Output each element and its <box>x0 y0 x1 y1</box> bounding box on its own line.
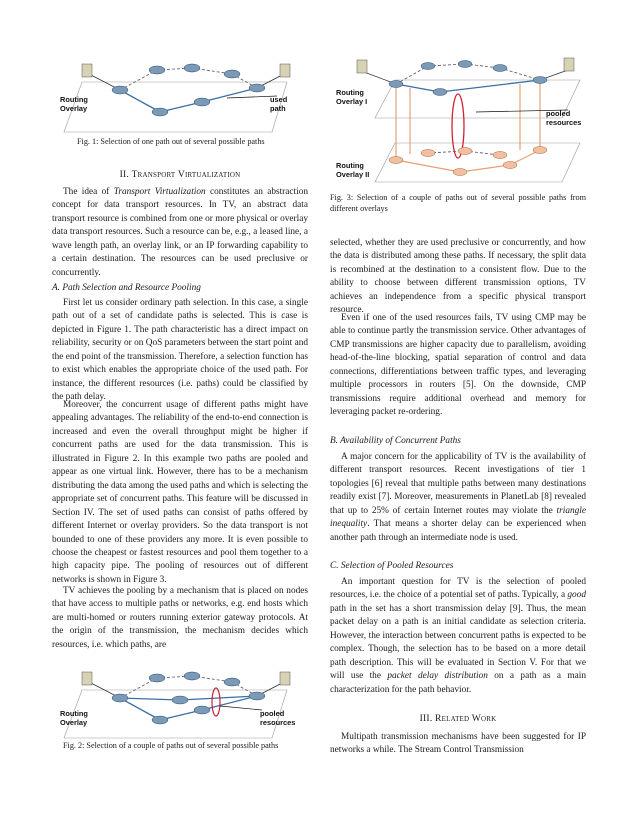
fig3-res-label-1: pooled <box>546 109 571 118</box>
section-2-title: Transport Virtualization <box>131 169 241 180</box>
fig3-res-label-2: resources <box>546 118 582 127</box>
figure-1-caption: Fig. 1: Selection of one path out of several possible paths <box>77 137 265 146</box>
subsection-a-heading: A. Path Selection and Resource Pooling <box>52 283 201 293</box>
router-icons-top <box>389 61 547 96</box>
fig2-res-label-1: pooled <box>260 709 285 718</box>
fig1-path-label-2: path <box>270 104 286 113</box>
fig1-overlay-label-2: Overlay <box>60 104 88 113</box>
pooled-highlight <box>212 688 220 716</box>
fig1-path-label-1: used <box>270 95 288 104</box>
figure-3-caption: Fig. 3: Selection of a couple of paths out of several possible paths from different overlays <box>330 193 586 213</box>
fig3-overlay1-label-2: Overlay I <box>336 97 368 106</box>
figure-1 <box>52 52 310 138</box>
section-3-number: III. <box>419 713 433 724</box>
c1-text-1: An important question for TV is the selection of pooled resources, i.e. the choice of a potential set of paths. Typically, a <box>330 577 586 601</box>
figure-2 <box>52 660 310 742</box>
c1-emphasis-2: packet delay distribution <box>387 671 488 682</box>
paragraph-a1: First let us consider ordinary path selection. In this case, a single path out of a set of candidate paths is selected. This is case is depicted in Figure 1. The path characteristic has a direct impact on reliability, security or on QoS parameters between the start point and the end point of the transmission. Therefore, a selection function has to exist which enables the appropriate choice of the used path. For instance, the different resources (i.e. paths) could be classified by the path delay. <box>52 298 308 403</box>
b1-text-1: A major concern for the applicability of TV is the availability of different transport resources. Recent investigations of tier 1 topologies [6] reveal that multiple paths between many destinations readily exist [7]. Moreover, measurements in PlanetLab [8] revealed that up to 25% of certain Internet routes may violate the <box>330 452 586 516</box>
used-path <box>120 88 257 112</box>
subsection-c-heading: C. Selection of Pooled Resources <box>330 561 454 571</box>
paragraph-c1 <box>330 576 586 697</box>
fig2-res-label-2: resources <box>260 718 296 727</box>
section-2-number: II. <box>119 169 129 180</box>
c1-text-2: path in the set has a short transmission delay [9]. Thus, the mean packet delay on a path is an initial candidate as selection criteria. However, the interaction between concurrent paths is expected to be complex. Though, the selection has to be based on a more detail path description. This will be evaluated in Section V. For that we will use the <box>330 603 586 682</box>
section-3-heading <box>330 713 586 724</box>
c1-text-3: on a path as a main characterization for the path behavior. <box>330 671 586 695</box>
fig1-overlay-label-1: Routing <box>60 95 88 104</box>
pooled-paths <box>120 696 257 720</box>
intro-text-1: The idea of <box>63 187 114 197</box>
fig2-overlay-label-2: Overlay <box>60 718 88 727</box>
intro-emphasis: Transport Virtualization <box>113 187 206 197</box>
paragraph-rw1: Multipath transmission mechanisms have been suggested for IP networks a while. The Stream Control Transmission <box>330 732 586 756</box>
paragraph-intro <box>52 186 308 280</box>
overlay-plane-2 <box>375 143 580 182</box>
fig3-overlay1-label-1: Routing <box>336 88 364 97</box>
subsection-b-heading: B. Availability of Concurrent Paths <box>330 436 461 446</box>
b1-text-2: . That means a shorter delay can be experienced when another path through an intermediate node is used. <box>330 519 586 543</box>
figure-2-caption: Fig. 2: Selection of a couple of paths out of several possible paths <box>63 741 279 750</box>
figure-3 <box>330 50 592 190</box>
b1-emphasis: triangle inequality <box>330 505 586 530</box>
paragraph-r2: Even if one of the used resources fails, TV using CMP may be able to continue partly the transmission service. Other advantages of CMP transmissions are higher capacity due to parallelism, avoiding head-of-the-line blocking, spatial separation of control and data connections, differentiations between traffic types, and leveraging multiple processors in routers [5]. On the downside, CMP transmissions require additional overhead and memory for leveraging packet re-ordering. <box>330 313 586 418</box>
paragraph-a2: Moreover, the concurrent usage of different paths might have appealing advantages. The reliability of the end-to-end connection is increased and even the overall throughput might be higher if concurrent paths are used for the data transmission. This is illustrated in Figure 2. In this example two paths are pooled and appear as one virtual link. However, there has to be a mechanism distributing the data among the used paths and which is selecting the appropriate set of concurrent paths. This feature will be discussed in Section IV. The set of used paths can consist of paths offered by different Internet or overlay providers. So the data transport is not bounded to one of these providers any more. It is even possible to choose the cheapest or fastest resources and pool them together to a high capacity pipe. The pooling of resources out of different networks is shown in Figure 3. <box>52 400 308 585</box>
section-2-heading <box>52 169 308 180</box>
intro-text-2: constitutes an abstraction concept for data transport resources. In TV, an abstract data transport resource is combined from one or more physical or overlay data transport resources. Such a resource can be, e.g., a leased line, a wave length path, an overlay link, or an IP forwarding capability to a certain destination. The resources can be used preclusive or concurrently. <box>52 187 308 278</box>
paragraph-a3: TV achieves the pooling by a mechanism that is placed on nodes that have access to multiple paths or networks, e.g. end hosts which are multi-homed or routers running exterior gateway protocols. At the origin of the transmission, the mechanism decides which resources, i.e. which paths, are <box>52 586 308 650</box>
fig2-overlay-label-1: Routing <box>60 709 88 718</box>
fig3-overlay2-label-1: Routing <box>336 161 364 170</box>
c1-emphasis-1: good <box>567 590 586 601</box>
fig3-overlay2-label-2: Overlay II <box>336 170 370 179</box>
paragraph-r1: selected, whether they are used preclusive or concurrently, and how the data is distributed among these paths. If necessary, the split data is recombined at the destination to a consistent flow. Due to the ability to choose between different transmission options, TV achieves an independence from a specific physical transport resource. <box>330 238 586 316</box>
router-icons <box>112 64 265 116</box>
section-3-title: Related Work <box>435 713 497 724</box>
paragraph-b1 <box>330 451 586 545</box>
